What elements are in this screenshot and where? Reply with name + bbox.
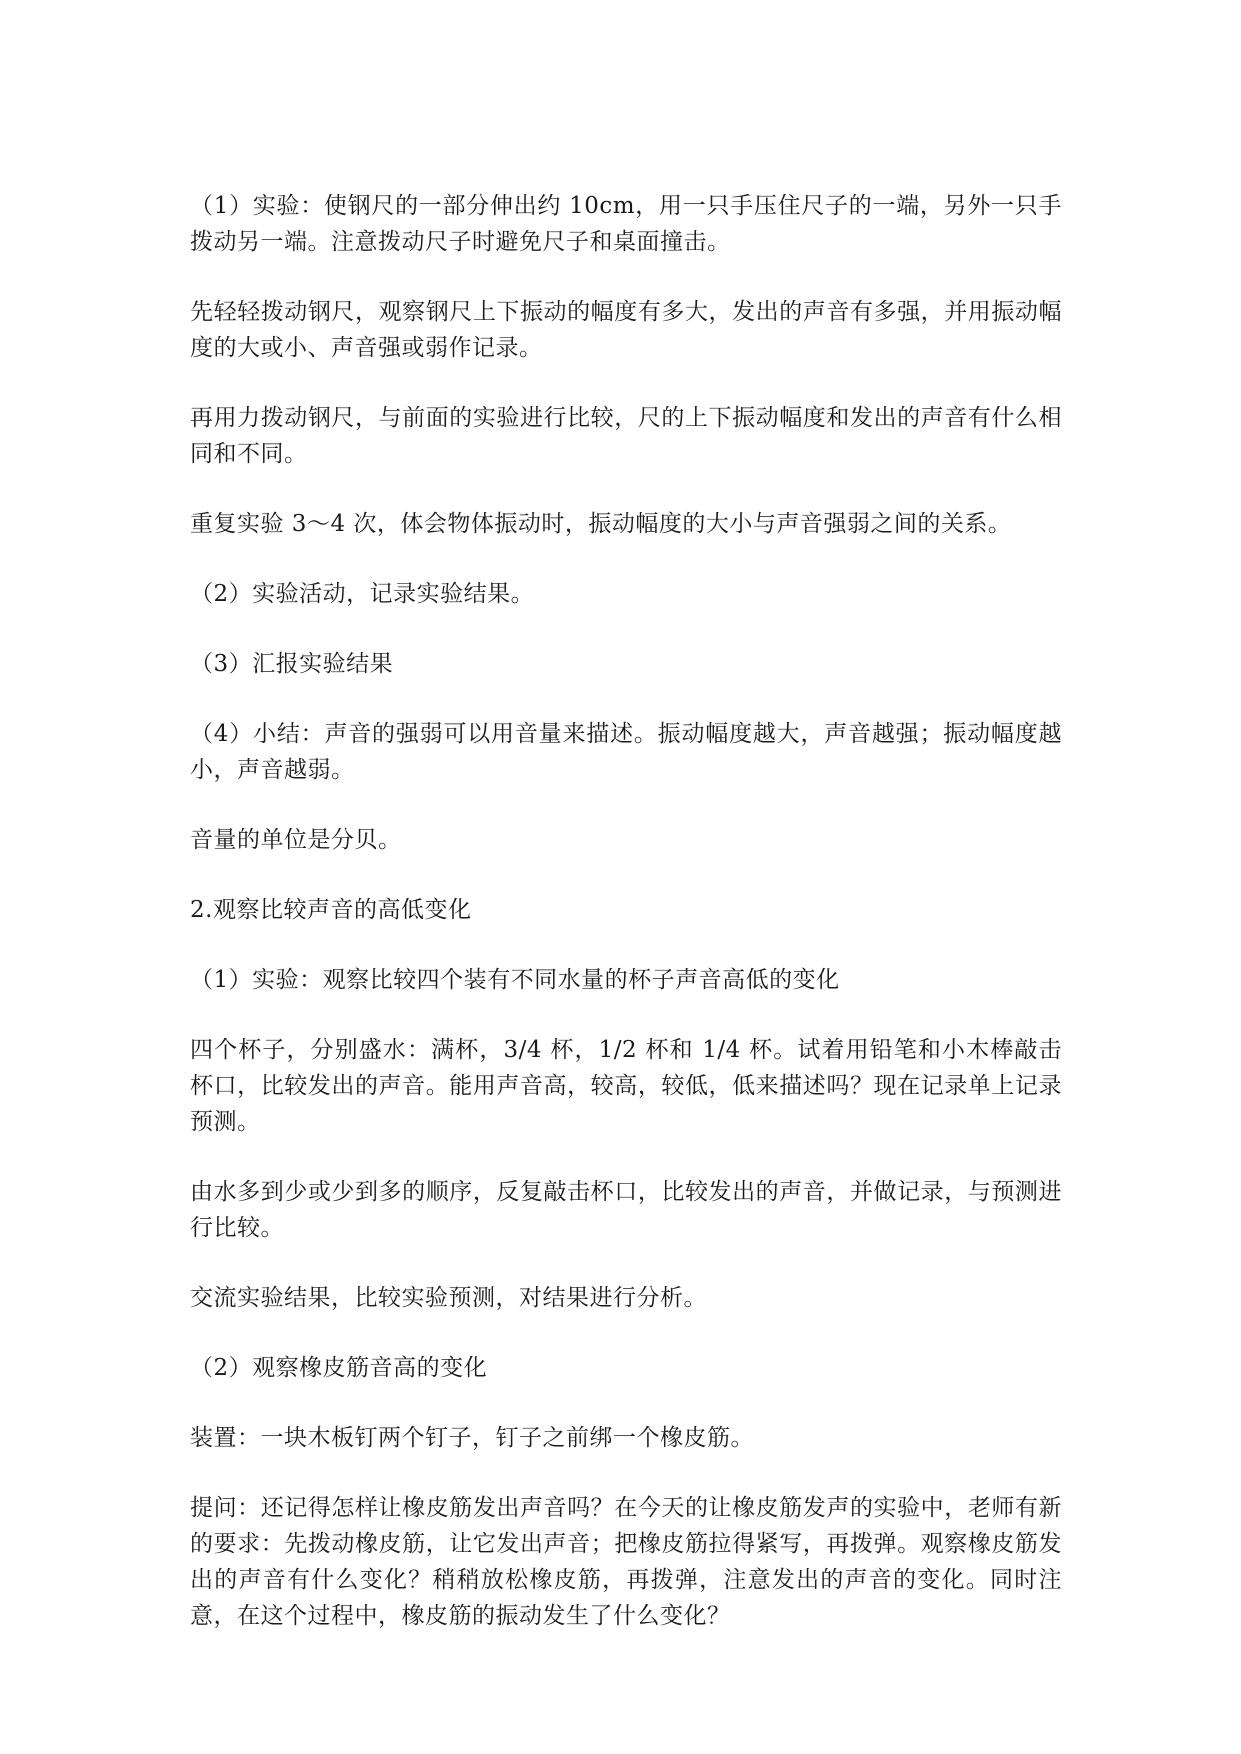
- paragraph-rubber-band-heading: （2）观察橡皮筋音高的变化: [190, 1355, 488, 1381]
- paragraph-cups-order: 由水多到少或少到多的顺序，反复敲击杯口，比较发出的声音，并做记录，与预测进行比较。: [190, 1179, 1062, 1241]
- paragraph-repeat: 重复实验 3～4 次，体会物体振动时，振动幅度的大小与声音强弱之间的关系。: [190, 511, 1012, 537]
- paragraph-experiment-1-setup: （1）实验：使钢尺的一部分伸出约 10cm，用一只手压住尺子的一端，另外一只手拨动另一端。注意拨动尺子时避免尺子和桌面撞击。: [190, 193, 1062, 255]
- paragraph-light-pluck: 先轻轻拨动钢尺，观察钢尺上下振动的幅度有多大，发出的声音有多强，并用振动幅度的大或小、声音强或弱作记录。: [190, 299, 1062, 361]
- paragraph-rubber-band-device: 装置：一块木板钉两个钉子，钉子之前绑一个橡皮筋。: [190, 1425, 754, 1451]
- paragraph-cups-experiment: （1）实验：观察比较四个装有不同水量的杯子声音高低的变化: [190, 967, 840, 993]
- paragraph-cups-discuss: 交流实验结果，比较实验预测，对结果进行分析。: [190, 1285, 707, 1311]
- paragraph-cups-setup: 四个杯子，分别盛水：满杯，3/4 杯，1/2 杯和 1/4 杯。试着用铅笔和小木棒敲击杯口，比较发出的声音。能用声音高，较高，较低，低来描述吗？现在记录单上记录预测。: [190, 1037, 1062, 1135]
- paragraph-step-2: （2）实验活动，记录实验结果。: [190, 581, 535, 607]
- paragraph-rubber-band-question: 提问：还记得怎样让橡皮筋发出声音吗？在今天的让橡皮筋发声的实验中，老师有新的要求：先拨动橡皮筋，让它发出声音；把橡皮筋拉得紧写，再拨弹。观察橡皮筋发出的声音有什么变化？稍稍放松橡皮筋，再拨弹，注意发出的声音的变化。同时注意，在这个过程中，橡皮筋的振动发生了什么变化？: [190, 1495, 1062, 1629]
- document-body: [190, 188, 1062, 1634]
- paragraph-step-3: （3）汇报实验结果: [190, 651, 394, 677]
- paragraph-summary: （4）小结：声音的强弱可以用音量来描述。振动幅度越大，声音越强；振动幅度越小，声音越弱。: [190, 721, 1062, 783]
- paragraph-strong-pluck: 再用力拨动钢尺，与前面的实验进行比较，尺的上下振动幅度和发出的声音有什么相同和不同。: [190, 405, 1062, 467]
- paragraph-volume-unit: 音量的单位是分贝。: [190, 827, 402, 853]
- section-heading-pitch: 2.观察比较声音的高低变化: [190, 897, 472, 923]
